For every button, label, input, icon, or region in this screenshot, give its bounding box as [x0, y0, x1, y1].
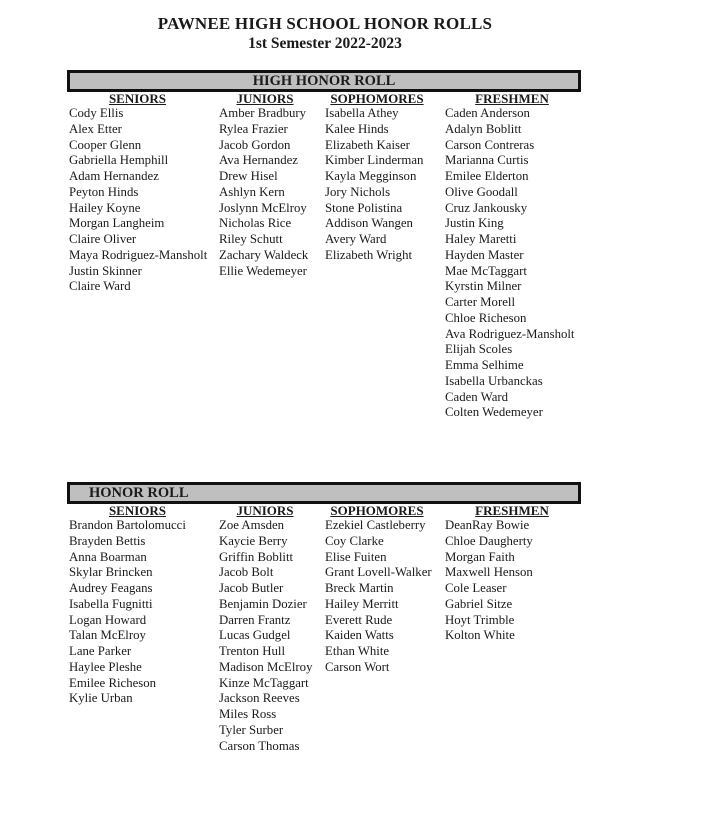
student-name: DeanRay Bowie: [445, 518, 530, 532]
student-name: Kalee Hinds: [325, 121, 389, 136]
student-name: Claire Oliver: [69, 232, 137, 246]
student-name: Carson Wort: [325, 659, 390, 674]
student-name: Morgan Faith: [445, 549, 515, 564]
high-honor-seniors-column: [69, 91, 207, 295]
student-name: Tyler Surber: [219, 722, 284, 737]
student-name: Miles Ross: [219, 707, 277, 721]
student-name: Justin King: [445, 216, 504, 231]
student-name: Elijah Scoles: [445, 342, 513, 357]
high-honor-roll-banner: [67, 70, 581, 92]
student-name: Drew Hisel: [219, 169, 278, 183]
student-name: Kayla Megginson: [325, 169, 417, 183]
student-name: Everett Rude: [325, 612, 393, 627]
student-name: Griffin Boblitt: [219, 549, 294, 564]
column-heading: SENIORS: [108, 503, 167, 518]
student-name: Claire Ward: [69, 279, 131, 294]
student-name: Hayden Master: [445, 247, 524, 262]
student-name: Cody Ellis: [69, 106, 124, 120]
column-heading: SENIORS: [108, 91, 167, 106]
student-name: Adalyn Boblitt: [445, 121, 522, 136]
student-name: Trenton Hull: [219, 644, 286, 658]
honor-roll-label: HONOR ROLL: [89, 485, 189, 501]
student-name: Olive Goodall: [445, 184, 518, 199]
student-name: Mae McTaggart: [445, 263, 527, 278]
name-list: [69, 518, 206, 707]
student-name: Kimber Linderman: [325, 153, 424, 168]
student-name: Nicholas Rice: [219, 216, 292, 231]
student-name: Elizabeth Wright: [325, 247, 413, 262]
student-name: Joslynn McElroy: [219, 200, 307, 215]
student-name: Ava Rodriguez-Mansholt: [445, 326, 575, 341]
student-name: Brayden Bettis: [69, 533, 146, 548]
high-honor-freshmen-column: [445, 91, 579, 421]
student-name: Kyrstin Milner: [445, 279, 522, 294]
name-list: [325, 106, 429, 264]
student-name: Elizabeth Kaiser: [325, 137, 410, 152]
student-name: Maxwell Henson: [445, 565, 533, 580]
student-name: Jacob Gordon: [219, 137, 291, 152]
column-heading: SOPHOMORES: [330, 503, 424, 518]
student-name: Adam Hernandez: [69, 169, 159, 183]
student-name: Jacob Bolt: [219, 565, 274, 580]
student-name: Kolton White: [445, 628, 515, 643]
student-name: Brandon Bartolomucci: [69, 518, 186, 532]
honor-juniors-column: [219, 503, 312, 754]
student-name: Jackson Reeves: [219, 691, 300, 706]
student-name: Emilee Richeson: [69, 675, 157, 690]
student-name: Kaiden Watts: [325, 628, 394, 643]
student-name: Ashlyn Kern: [219, 184, 285, 199]
student-name: Cooper Glenn: [69, 137, 142, 152]
student-name: Zachary Waldeck: [219, 247, 309, 262]
student-name: Ezekiel Castleberry: [325, 518, 426, 532]
student-name: Madison McElroy: [219, 659, 313, 674]
student-name: Logan Howard: [69, 612, 147, 627]
student-name: Emilee Elderton: [445, 169, 529, 183]
column-heading: SOPHOMORES: [330, 91, 424, 106]
honor-sophomores-column: [325, 503, 432, 676]
student-name: Kaycie Berry: [219, 533, 288, 548]
student-name: Anna Boarman: [69, 549, 147, 564]
student-name: Kylie Urban: [69, 691, 133, 706]
student-name: Lucas Gudgel: [219, 628, 291, 643]
student-name: Avery Ward: [325, 232, 387, 246]
high-honor-sophomores-column: [325, 91, 429, 264]
student-name: Ellie Wedemeyer: [219, 263, 307, 278]
student-name: Ava Hernandez: [219, 153, 298, 168]
student-name: Addison Wangen: [325, 216, 413, 231]
student-name: Caden Ward: [445, 389, 509, 404]
student-name: Benjamin Dozier: [219, 596, 307, 611]
student-name: Jory Nichols: [325, 184, 391, 199]
student-name: Chloe Richeson: [445, 310, 527, 325]
student-name: Carter Morell: [445, 295, 516, 309]
student-name: Gabriella Hemphill: [69, 153, 169, 168]
student-name: Isabella Athey: [325, 106, 399, 120]
student-name: Marianna Curtis: [445, 153, 529, 168]
student-name: Zoe Amsden: [219, 518, 285, 532]
high-honor-juniors-column: [219, 91, 311, 279]
student-name: Breck Martin: [325, 581, 394, 595]
high-honor-roll-label: HIGH HONOR ROLL: [252, 73, 396, 89]
student-name: Darren Frantz: [219, 612, 291, 627]
student-name: Riley Schutt: [219, 232, 283, 246]
student-name: Lane Parker: [69, 644, 132, 658]
honor-seniors-column: [69, 503, 206, 707]
student-name: Caden Anderson: [445, 106, 530, 120]
student-name: Haylee Pleshe: [69, 659, 142, 674]
student-name: Skylar Brincken: [69, 565, 153, 580]
student-name: Carson Thomas: [219, 738, 300, 753]
name-list: [219, 518, 312, 754]
student-name: Emma Selhime: [445, 358, 524, 372]
student-name: Peyton Hinds: [69, 184, 139, 199]
document-subtitle: 1st Semester 2022-2023: [248, 35, 402, 52]
student-name: Cole Leaser: [445, 581, 507, 595]
student-name: Hailey Merritt: [325, 596, 399, 611]
column-heading: JUNIORS: [236, 91, 294, 106]
student-name: Alex Etter: [69, 121, 122, 136]
student-name: Isabella Fugnitti: [69, 596, 153, 611]
student-name: Talan McElroy: [69, 628, 146, 643]
column-heading: FRESHMEN: [475, 91, 549, 106]
student-name: Morgan Langheim: [69, 216, 165, 231]
name-list: [445, 518, 579, 644]
student-name: Justin Skinner: [69, 263, 142, 278]
student-name: Stone Polistina: [325, 200, 403, 215]
name-list: [445, 106, 579, 421]
student-name: Kinze McTaggart: [219, 675, 309, 690]
student-name: Hoyt Trimble: [445, 612, 515, 627]
name-list: [69, 106, 207, 295]
student-name: Coy Clarke: [325, 533, 384, 548]
student-name: Carson Contreras: [445, 137, 535, 152]
student-name: Ethan White: [325, 644, 390, 658]
student-name: Rylea Frazier: [219, 121, 288, 136]
student-name: Audrey Feagans: [69, 581, 153, 595]
honor-roll-banner: [67, 482, 581, 504]
student-name: Gabriel Sitze: [445, 596, 513, 611]
student-name: Amber Bradbury: [219, 106, 307, 120]
name-list: [219, 106, 311, 279]
student-name: Jacob Butler: [219, 581, 284, 595]
column-heading: FRESHMEN: [475, 503, 549, 518]
honor-freshmen-column: [445, 503, 579, 644]
student-name: Colten Wedemeyer: [445, 405, 543, 420]
name-list: [325, 518, 432, 676]
student-name: Hailey Koyne: [69, 200, 141, 215]
student-name: Elise Fuiten: [325, 549, 387, 564]
column-heading: JUNIORS: [236, 503, 294, 518]
student-name: Cruz Jankousky: [445, 200, 528, 215]
student-name: Grant Lovell-Walker: [325, 565, 432, 580]
student-name: Chloe Daugherty: [445, 533, 533, 548]
student-name: Isabella Urbanckas: [445, 373, 543, 388]
document-title: PAWNEE HIGH SCHOOL HONOR ROLLS: [157, 14, 493, 33]
student-name: Maya Rodriguez-Mansholt: [69, 247, 208, 262]
student-name: Haley Maretti: [445, 232, 517, 246]
